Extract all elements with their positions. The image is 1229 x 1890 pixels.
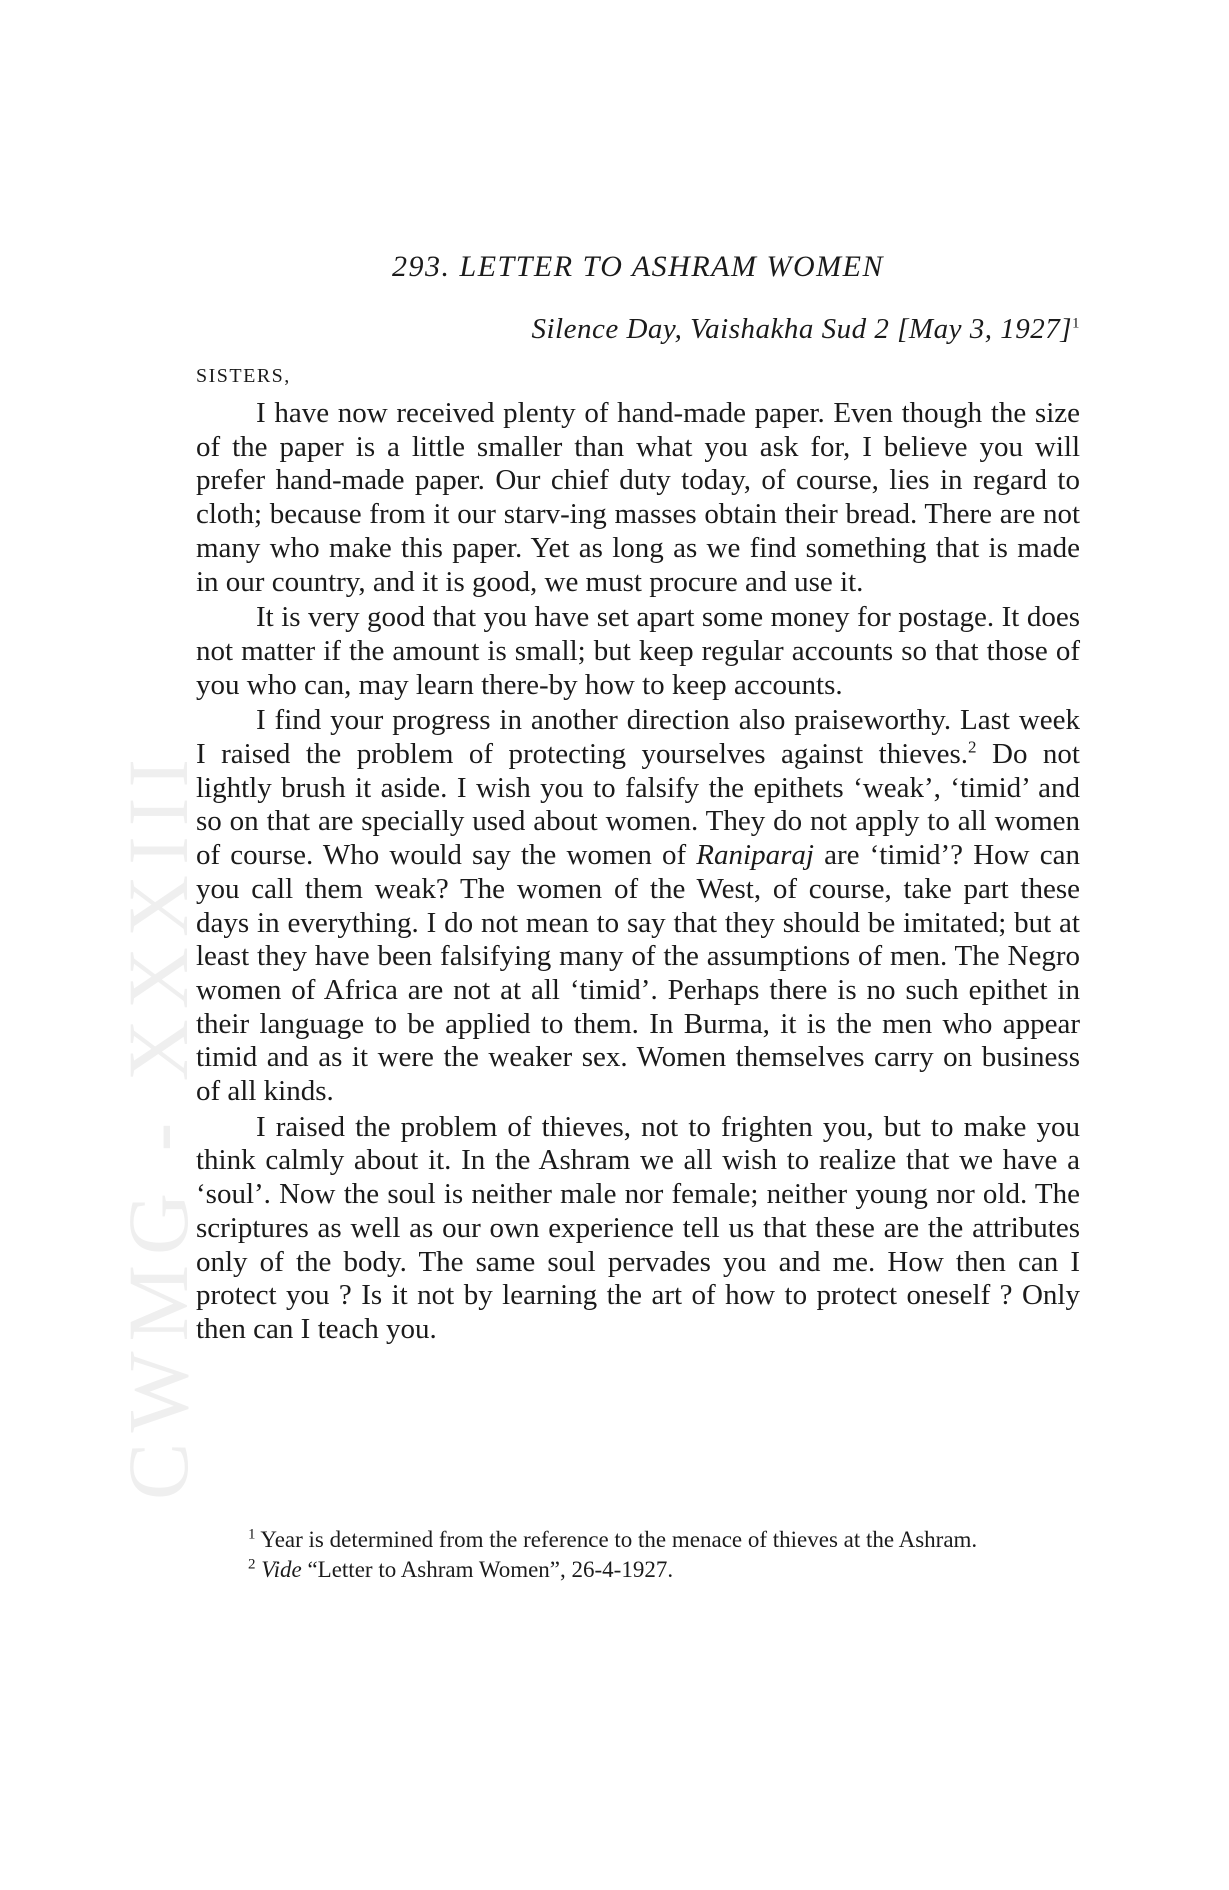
footnote-2-text: “Letter to Ashram Women”, 26-4-1927.	[301, 1557, 674, 1582]
footnote-2-italic: Vide	[261, 1557, 302, 1582]
paragraph-3-part-c: are ‘timid’? How can you call them weak? The women of the West, of course, take part these days in everything. I do not mean to say that they should be imitated; but at least they have been falsifying many of the assumptions of men. The Negro women of Africa are not at all ‘timid’. Perhaps there is no such epithet in their language to be applied to them. In Burma, it is the men who appear timid and as it were the weaker sex. Women themselves carry on business of all kinds.	[196, 839, 1080, 1108]
paragraph-3-italic: Raniparaj	[696, 839, 814, 872]
footnote-2	[196, 1555, 1080, 1585]
paragraph-3-part-a: I find your progress in another direction also praiseworthy. Last week I raised the problem of protecting yourselves against thieves.	[196, 704, 1080, 771]
paragraph-1: I have now received plenty of hand-made paper. Even though the size of the paper is a little smaller than what you ask for, I believe you will prefer hand-made paper. Our chief duty today, of course, lies in regard to cloth; because from it our starv-ing masses obtain their bread. There are not many who make this paper. Yet as long as we find something that is made in our country, and it is good, we must procure and use it.	[196, 397, 1080, 598]
watermark: CWMG - XXXIII	[110, 749, 206, 1500]
footnote-2-number: 2	[248, 1556, 256, 1573]
footnote-1	[196, 1525, 1080, 1555]
dateline-text: Silence Day, Vaishakha Sud 2 [May 3, 1927]	[531, 313, 1072, 345]
footnote-1-number: 1	[248, 1526, 256, 1543]
dateline-footnote-ref: 1	[1072, 315, 1080, 332]
letter-heading	[196, 250, 1080, 284]
heading-number: 293.	[392, 250, 451, 283]
salutation: SISTERS,	[196, 365, 291, 387]
footnotes	[196, 1525, 1080, 1585]
paragraph-3-part-b: Do not lightly brush it aside. I wish you to falsify the epithets ‘weak’, ‘timid’ and so on that are specially used about women. They do not apply to all women of course. Who would say the women of	[196, 738, 1080, 872]
footnote-ref-2: 2	[968, 737, 977, 757]
footnote-1-text: Year is determined from the reference to the menace of thieves at the Ashram.	[255, 1527, 978, 1552]
paragraph-2: It is very good that you have set apart some money for postage. It does not matter if the amount is small; but keep regular accounts so that those of you who can, may learn there-by how to keep accounts.	[196, 601, 1080, 701]
paragraph-4: I raised the problem of thieves, not to frighten you, but to make you think calmly about it. In the Ashram we all wish to realize that we have a ‘soul’. Now the soul is neither male nor female; neither young nor old. The scriptures as well as our own experience tell us that these are the attributes only of the body. The same soul pervades you and me. How then can I protect you ? Is it not by learning the art of how to protect oneself ? Only then can I teach you.	[196, 1110, 1080, 1345]
paragraph-3	[196, 704, 1080, 1110]
heading-title: LETTER TO ASHRAM WOMEN	[459, 250, 884, 283]
dateline	[531, 313, 1080, 346]
letter-body	[196, 397, 1080, 1349]
